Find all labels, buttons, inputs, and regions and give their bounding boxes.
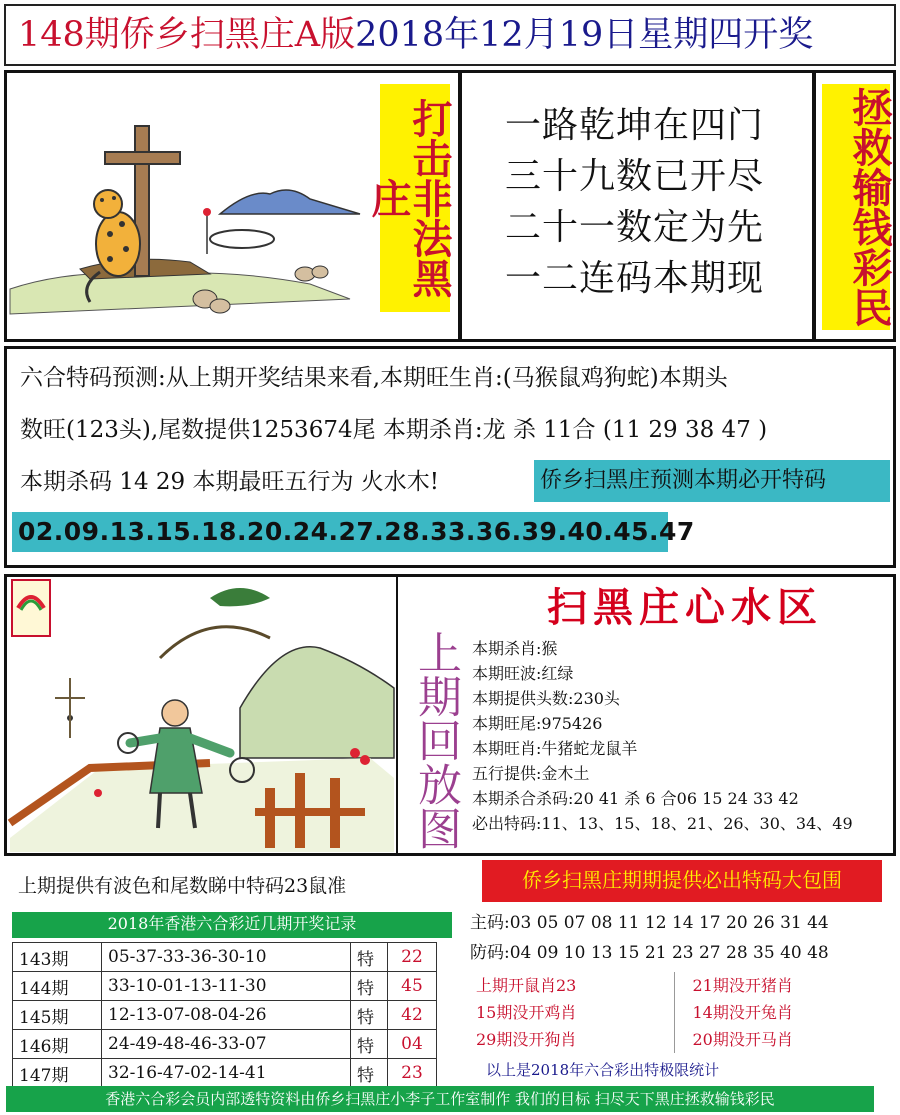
numbers-cell: 05-37-33-36-30-10 — [102, 943, 351, 972]
poem — [505, 100, 795, 304]
missing-item: 20期没开马肖 — [692, 1030, 793, 1049]
missing-item: 29期没开狗肖 — [470, 1026, 675, 1053]
special-cell: 23 — [388, 1059, 437, 1088]
numbers-cell: 24-49-48-46-33-07 — [102, 1030, 351, 1059]
period-cell: 146期 — [13, 1030, 102, 1059]
replay-illustration — [10, 578, 394, 852]
numbers-cell: 33-10-01-13-11-30 — [102, 972, 351, 1001]
poem-line: 一路乾坤在四门 — [505, 105, 765, 146]
history-table-wrap — [12, 942, 460, 1088]
missing-grid — [470, 972, 890, 1053]
tips-item: 本期杀肖:猴 — [472, 639, 558, 658]
tips-item: 本期旺波:红绿 — [472, 664, 574, 683]
replay-title: 上期回放图 — [410, 630, 461, 850]
missing-item: 21期没开猪肖 — [692, 976, 793, 995]
stats-note: 以上是2018年六合彩出特极限统计 — [486, 1061, 720, 1079]
leopard-cross-illustration — [10, 74, 370, 338]
footer-banner: 香港六合彩会员内部透特资料由侨乡扫黑庄小李子工作室制作 我们的目标 扫尽天下黑庄拯救输钱彩民 — [6, 1086, 874, 1112]
te-cell: 特 — [351, 943, 388, 972]
red-banner: 侨乡扫黑庄期期提供必出特码大包围 — [482, 860, 882, 902]
prediction-line-1: 六合特码预测:从上期开奖结果来看,本期旺生肖:(马猴鼠鸡狗蛇)本期头 — [20, 365, 728, 391]
missing-row — [470, 1026, 890, 1053]
slogan-left: 打击非法黑庄 — [380, 84, 450, 312]
te-cell: 特 — [351, 1059, 388, 1088]
special-cell: 22 — [388, 943, 437, 972]
history-table — [12, 942, 437, 1088]
hit-summary: 上期提供有波色和尾数睇中特码23鼠准 — [18, 875, 347, 897]
divider — [458, 70, 462, 342]
table-row — [13, 1059, 437, 1088]
tips-item: 必出特码:11、13、15、18、21、26、30、34、49 — [472, 814, 853, 833]
history-title: 2018年香港六合彩近几期开奖记录 — [12, 912, 452, 938]
poem-line: 二十一数定为先 — [505, 207, 765, 248]
defense-codes: 防码:04 09 10 13 15 21 23 27 28 35 40 48 — [470, 943, 829, 963]
te-cell: 特 — [351, 1030, 388, 1059]
period-cell: 144期 — [13, 972, 102, 1001]
missing-row — [470, 972, 890, 999]
special-code-numbers: 02.09.13.15.18.20.24.27.28.33.36.39.40.45.47 — [12, 512, 668, 552]
leopard-cross-image — [10, 74, 370, 338]
period-cell: 147期 — [13, 1059, 102, 1088]
divider — [812, 70, 816, 342]
missing-item: 15期没开鸡肖 — [470, 999, 675, 1026]
tips-item: 本期旺尾:975426 — [472, 714, 603, 733]
numbers-cell: 32-16-47-02-14-41 — [102, 1059, 351, 1088]
special-cell: 04 — [388, 1030, 437, 1059]
numbers-cell: 12-13-07-08-04-26 — [102, 1001, 351, 1030]
special-cell: 42 — [388, 1001, 437, 1030]
slogan-right: 拯救输钱彩民 — [822, 84, 890, 330]
tips-item: 本期杀合杀码:20 41 杀 6 合06 15 24 33 42 — [472, 789, 799, 808]
special-cell: 45 — [388, 972, 437, 1001]
man-with-rings-image — [10, 578, 394, 852]
period-cell: 145期 — [13, 1001, 102, 1030]
tips-heading: 扫黑庄心水区 — [547, 584, 823, 631]
page-title: 148期侨乡扫黑庄A版 — [18, 15, 356, 55]
te-cell: 特 — [351, 1001, 388, 1030]
missing-item: 14期没开兔肖 — [692, 1003, 793, 1022]
divider — [396, 574, 398, 856]
table-row — [13, 943, 437, 972]
table-row — [13, 1001, 437, 1030]
missing-item: 上期开鼠肖23 — [470, 972, 675, 999]
missing-row — [470, 999, 890, 1026]
page-header — [4, 4, 896, 66]
tips-item: 五行提供:金木土 — [472, 764, 590, 783]
poem-line: 三十九数已开尽 — [505, 156, 765, 197]
tips-list — [472, 636, 892, 836]
prediction-line-3: 本期杀码 14 29 本期最旺五行为 火水木! — [20, 469, 440, 495]
tips-item: 本期提供头数:230头 — [472, 689, 620, 708]
period-cell: 143期 — [13, 943, 102, 972]
main-codes: 主码:03 05 07 08 11 12 14 17 20 26 31 44 — [470, 913, 829, 933]
prediction-line-2: 数旺(123头),尾数提供1253674尾 本期杀肖:龙 杀 11合 (11 29 38 47 ) — [20, 417, 768, 443]
draw-date: 2018年12月19日星期四开奖 — [355, 15, 814, 55]
special-code-banner: 侨乡扫黑庄预测本期必开特码 — [534, 460, 890, 502]
tips-item: 本期旺肖:牛猪蛇龙鼠羊 — [472, 739, 638, 758]
table-row — [13, 972, 437, 1001]
poem-line: 一二连码本期现 — [505, 258, 765, 299]
table-row — [13, 1030, 437, 1059]
te-cell: 特 — [351, 972, 388, 1001]
